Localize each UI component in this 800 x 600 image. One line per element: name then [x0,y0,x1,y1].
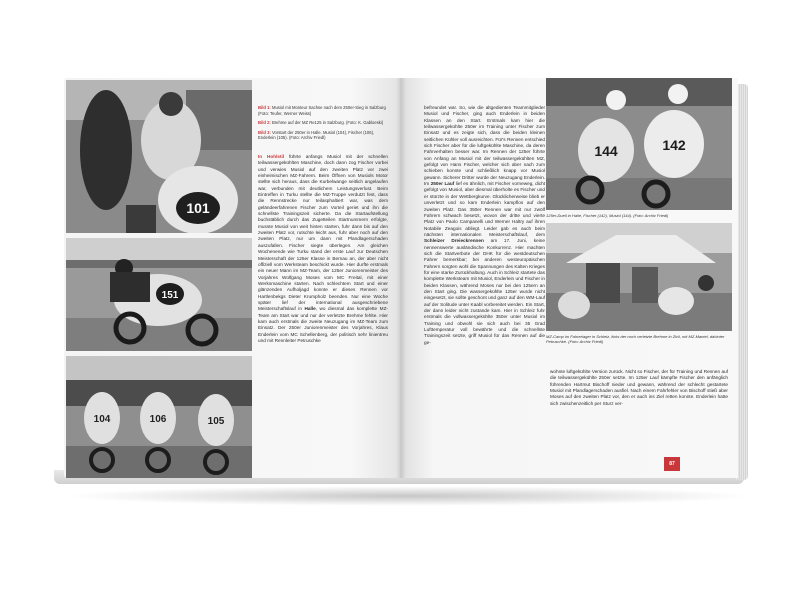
photo-3-number-3: 105 [207,416,225,427]
book-shadow [62,486,752,506]
left-body-text: In Hohlstil führte anfangs Musiol mit der schnellen teilwassergekühlten Maschine, doch dann zog Fischer vorbei und verwies Musiol auf den zweiten Platz vor zwei einheimischen MZ-Fahrern. Beim Öffnen von Musiols Motor stellte sich heraus, dass die Kurbelwange seitlich angelaufen war, verbunden mit deutlichem Leistungsverlust. Beim Eintreffen in Turku stellte die MZ-Truppe verdutzt fest, dass die Rennstrecke nur teilasphaltiert war, was dem geländeerfahrenen Fischer zum Vorteil geriet und ihn die schnellste Trainingszeit sicherte. Da die Startaufstellung buchstäblich durch das Zugetteilen Startnummern erfolgte, musste Musiol von weit hinten starten, fuhr dann bis auf den zweiten Platz vor, rutschte leicht aus, fuhr aber noch auf den zweiten Platz, nur um dann mit Plandlagerschaden auszufallen. Fischer siegte überlegen. Am gleichen Wochenende wie Turku stand der erste Lauf zur Deutschen Meisterschaft der 125er Klasse in Bernau an, der aber nicht offiziell vom Werksteam beschickt wurde. Hier durfte erstmals ein neuer Mann im MZ-Team, der 125er Juniorenmeister des Vorjahres Wolfgang Moses vom MC Freital, mit einer Werksmaschine starten. Nach schlechtem Start und einer glänzenden Aufholjagd konnte er dieses Rennen vor Hartlenbekgs Dieter Krumpholz beenden. Nur eine Woche später lief der international ausgeschriebene Meisterschaftslauf in Halle, wo diesmal das komplette MZ-Team am Start war und nur der verletzte Brehme fehlte. Hier kam auch erstmals die zweite Neuzugang im MZ-Team zum Einsatz. Der 250er Juniorenmeister des Vorjahres, Klaus Enderlein vom MC Schellenberg, der politisch sehr linientreu und mit Rennleiter Petruschke [258,154,388,343]
photo-4-number-1: 144 [594,143,618,159]
caption-3: Bild 3: Vorstart der 250er in Halle. Musiol (104), Fischer (106), Enderlein (105). (Foto: Archiv Friedl) [258,129,375,141]
photo-brehme-salzburg [66,238,252,351]
caption-1: Bild 1: Musiol mit Monteur Sachse nach dem 250er-Sieg in Salzburg (Foto: Teufer, Werner Weiss) [258,105,386,116]
caption-2: Bild 2: Brehme auf der MZ Re125 in Salzburg. (Foto: K. Gabloeski) [258,120,384,126]
photo-1-number: 101 [186,200,210,216]
photo-125er-duel-halle [546,78,732,210]
right-page [400,78,738,478]
caption-mid-right: MZ-Camp im Fahrerlager in Schleiz, links der noch verletzte Brehme in Zivil, mit MZ-Mantel, dahinter Petruschke. (Foto: Archiv Friedl) [546,334,725,345]
photo-3-number-2: 106 [149,414,167,425]
photo-2-number: 151 [161,290,179,301]
photo-halle-start [66,356,252,478]
right-body-text-col2: wohnte luftgekühlte Version zurück. Nicht so Fischer, der für Training und Rennen auf die teilwassergekühlte 250er setzte. Im 125er Lauf kämpfte Fischer den anfänglich führenden Hartmut Bischoff nieder und gewann, während der schlecht gestartete Musiol mit Plandlagerschaden ausfiel. Nach einem Fahrfehler von Bischoff stieß aber Moses auf den zweiten Platz vor, den er auch ins Ziel retten konnte. Enderlein hatte sich zwischenzeitlich per Sturz ver- [550,369,728,406]
caption-top-right: 125er-Duell in Halle, Fischer (142), Musiol (144). (Foto: Archiv Friedl) [546,213,669,218]
photo-musiol-salzburg [66,80,252,233]
photo-schleiz-camp [546,223,732,331]
left-captions [258,105,388,145]
photo-4-number-2: 142 [662,137,686,153]
page-number: 87 [664,457,680,471]
right-body-text-col1: befreundet war. So, wie die altgedienten Teammitglieder Musiol und Fischer, ging auch Enderlein in beiden Klassen an den Start. Erstmals kam hier die teilwassergekühlte 250er im Training unter Fischer zum Einsatz und es zeigte sich, dass die beiden kleinen seitlichen Kühler voll ausreichten. Für's Rennen entschied sich Fischer aber für die luftgekühlte Maschine, da deren Fahrverhalten besser war. Im Rennen der 125er führte von Anfang an Musiol mit der teilwassergekühlten MZ, gefolgt von Hans Fischer, welcher sich aber nach zum schieben konnte und schließlich knapp vor Musiol gewann. Sicherer Dritter wurde der Neuzugang Enderlein. Im 250er Lauf lief es ähnlich, mit Fischer vorneweg, dicht gefolgt von Musiol, aber diesmal überholte es Fischer und er stürzte in der Wettbergkurve. Glücklicherweise blieb er unverletzt und so kam Enderlein kampflos auf den zweiten Platz. Das 350er Rennen war mit nur zwölf Fahrern schwach besetzt, wovon der dritte und vierte Platz von Paolo Campanelli und Werner Haltry auf ihren Notabile Zeagois abliegt. Leider gab es auch beim nächsten internationalen Meisterschaftslauf, dem Schleizer Dreieckrennen am 17. Juni, keine nennenswerte ausländische Konkurrenz. Hier machten sich die Startverbote der DHK für die westdeutschen Fahrer bemerkbar; bei anderen westeuropäischen Fahrern sorgten wohl die Spannungen des Kalten Krieges für eine starke Zurückhaltung. Auch in Schleiz startete das komplette Werksteam mit Musiol, Enderlein und Fischer in beiden Klassen, während Moses nur bei den 125ern an den Start ging. Die wassergekühlte 125er wurde nicht eingesetzt, sie sollte geschont und ganz auf den WM-Lauf auf der Solitude unter Kaabl vorbereitet werden. Ein Start, der dann leider nicht zustande kam. Hier in Schleiz fuhr erstmals die vollwassergekühlte 350er unter Musiol im Training und obwohl sie sich auch bei 35 Grad Lufttemperatur voll bewährte und die schnellste Trainingszeit setzte, griff Musiol für das Rennen auf die ge- [424,105,545,345]
book-gutter [396,78,406,478]
photo-3-number-1: 104 [93,414,111,425]
left-page [64,78,400,478]
